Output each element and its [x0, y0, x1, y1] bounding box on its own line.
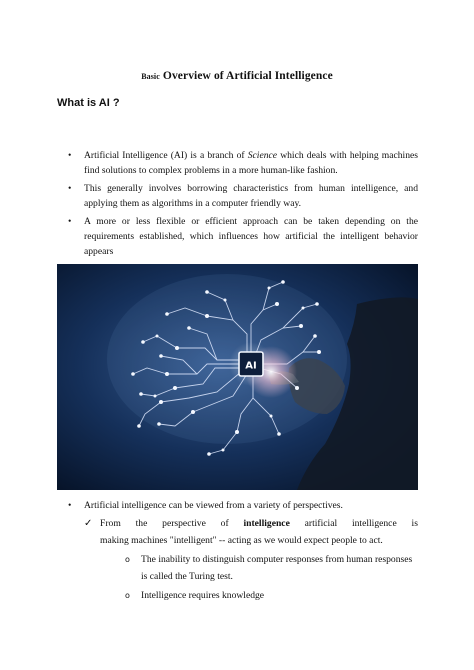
word: is: [411, 518, 418, 529]
word: of: [220, 518, 229, 529]
circle-bullet-icon: o: [125, 555, 130, 564]
check-line-2: making machines "intelligent" -- acting as we would expect people to act.: [100, 535, 383, 546]
sub-list-item: [125, 551, 418, 585]
word: perspective: [162, 518, 206, 529]
word: artificial: [304, 518, 338, 529]
page-title: [0, 70, 474, 82]
list-item: [68, 498, 418, 513]
bullet-text-start: Artificial Intelligence (AI) is a branch of: [84, 150, 248, 161]
bullet-icon: •: [68, 216, 72, 227]
check-item: [84, 515, 418, 549]
sub-item-text: Intelligence requires knowledge: [141, 590, 265, 601]
list-item: [68, 181, 418, 211]
word: the: [135, 518, 148, 529]
checkmark-icon: ✓: [84, 518, 93, 529]
word: From: [100, 518, 121, 529]
ai-chip-label: AI: [245, 360, 257, 372]
bullet-text: Artificial intelligence can be viewed from a variety of perspectives.: [84, 500, 343, 511]
circle-bullet-icon: o: [125, 591, 130, 600]
bullet-emphasis: Science: [247, 150, 278, 161]
perspectives-section: [68, 498, 418, 604]
section-heading: What is AI ?: [57, 97, 120, 109]
title-main: Overview of Artificial Intelligence: [162, 70, 333, 82]
bullet-icon: •: [68, 500, 72, 511]
sub-item-text: The inability to distinguish computer responses from human responses is called the Turing test.: [141, 554, 413, 582]
bullet-text: A more or less flexible or efficient approach can be taken depending on the requirements established, which influences how artificial the intelligent behavior appears: [84, 216, 418, 257]
keyword-bold: intelligence: [243, 518, 290, 529]
brain-circuit-illustration: [57, 264, 418, 490]
title-prefix: Basic: [141, 72, 160, 81]
bullet-text-end: which deals with helping machines find solutions to complex problems in a more human-like fashion.: [84, 150, 419, 176]
check-line-1: [100, 515, 418, 532]
bullet-icon: •: [68, 183, 72, 194]
list-item: [68, 148, 418, 178]
list-item: [68, 214, 418, 259]
bullet-list: [68, 148, 418, 262]
bullet-text: This generally involves borrowing characteristics from human intelligence, and applying them as algorithms in a computer friendly way.: [84, 183, 418, 209]
bullet-icon: •: [68, 150, 72, 161]
ai-brain-image: [57, 264, 418, 490]
sub-list-item: [125, 587, 418, 604]
word: intelligence: [351, 518, 397, 529]
